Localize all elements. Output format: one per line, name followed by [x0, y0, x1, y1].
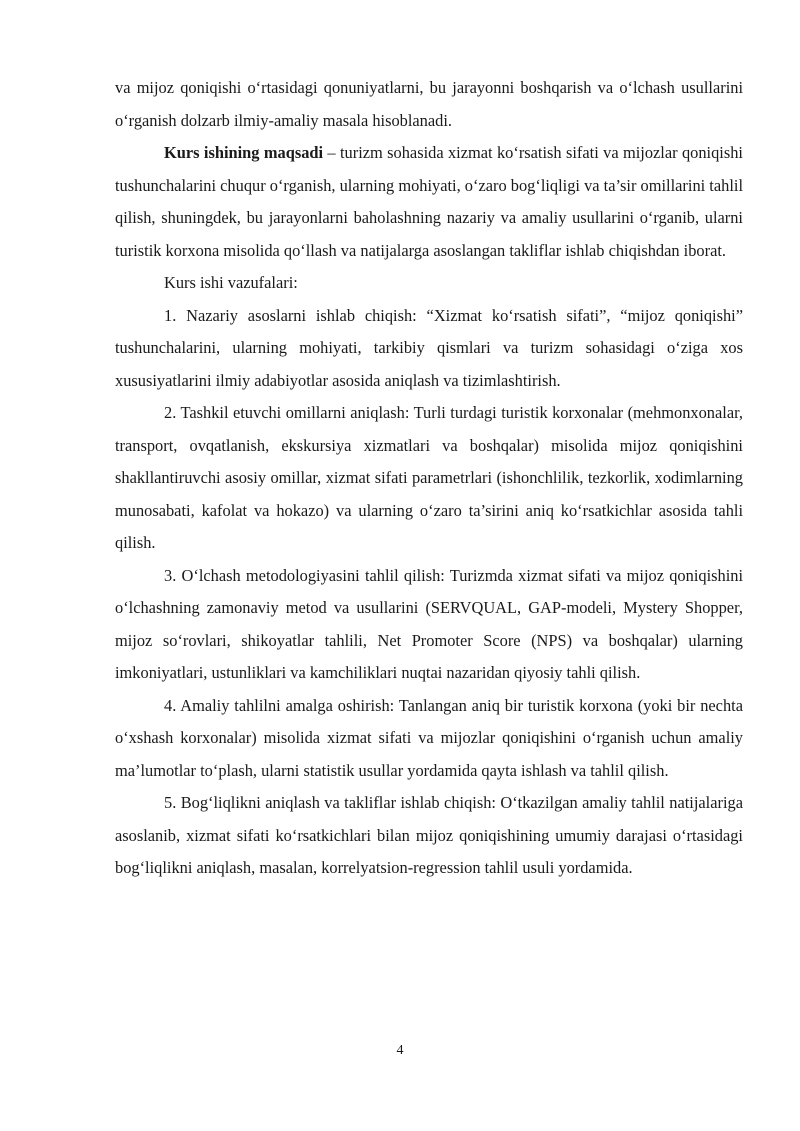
task-item-4: 4. Amaliy tahlilni amalga oshirish: Tanlangan aniq bir turistik korxona (yoki bir nechta o‘xshash korxonalar) misolida xizmat sifati va mijozlar qoniqishini o‘rganish uchun amaliy ma’lumotlar to‘plash, ularni statistik usullar yordamida qayta ishlash va tahlil qilish. — [115, 695, 743, 780]
goal-label: Kurs ishining maqsadi — [164, 143, 324, 162]
intro-paragraph: va mijoz qoniqishi o‘rtasidagi qonuniyatlarni, bu jarayonni boshqarish va o‘lchash usullarini o‘rganish dolzarb ilmiy-amaliy masala hisoblanadi. — [115, 78, 743, 130]
page-number: 4 — [396, 1043, 404, 1058]
goal-text: – turizm sohasida xizmat ko‘rsatish sifati va mijozlar qoniqishi tushunchalarini chuqur o‘rganish, ularning mohiyati, o‘zaro bog‘liqligi va ta’sir omillarini tahlil qilish, shuningdek, bu jarayonlarni baholashning nazariy va amaliy usullarini o‘rganib, ularni turistik korxona misolida qo‘llash va natijalarga asoslangan takliflar ishlab chiqishdan iborat. — [115, 143, 743, 260]
task-item-5: 5. Bog‘liqlikni aniqlash va takliflar ishlab chiqish: O‘tkazilgan amaliy tahlil natijalariga asoslanib, xizmat sifati ko‘rsatkichlari bilan mijoz qoniqishining umumiy darajasi o‘rtasidagi bog‘liqlikni aniqlash, masalan, korrelyatsion-regression tahlil usuli yordamida. — [115, 793, 743, 877]
goal-paragraph — [115, 137, 743, 267]
task-item-3: 3. O‘lchash metodologiyasini tahlil qilish: Turizmda xizmat sifati va mijoz qoniqishini o‘lchashning zamonaviy metod va usullarini (SERVQUAL, GAP-modeli, Mystery Shopper, mijoz so‘rovlari, shikoyatlar tahlili, Net Promoter Score (NPS) va boshqalar) ularning imkoniyatlari, ustunliklari va kamchiliklari nuqtai nazaridan qiyosiy tahli qilish. — [115, 565, 743, 682]
task-item-2: 2. Tashkil etuvchi omillarni aniqlash: Turli turdagi turistik korxonalar (mehmonxonalar, transport, ovqatlanish, ekskursiya xizmatlari va boshqalar) misolida mijoz qoniqishini shakllantiruvchi asosiy omillar, xizmat sifati parametrlari (ishonchlilik, tezkorlik, xodimlarning munosabati, kafolat va hokazo) va ularning o‘zaro ta’sirini aniq ko‘rsatkichlar asosida tahli qilish. — [115, 403, 743, 552]
document-page — [115, 72, 743, 885]
task-item-1: 1. Nazariy asoslarni ishlab chiqish: “Xizmat ko‘rsatish sifati”, “mijoz qoniqishi” tushunchalarini, ularning mohiyati, tarkibiy qismlari va turizm sohasidagi o‘ziga xos xususiyatlarini ilmiy adabiyotlar asosida aniqlash va tizimlashtirish. — [115, 305, 743, 390]
tasks-heading: Kurs ishi vazufalari: — [164, 273, 298, 292]
